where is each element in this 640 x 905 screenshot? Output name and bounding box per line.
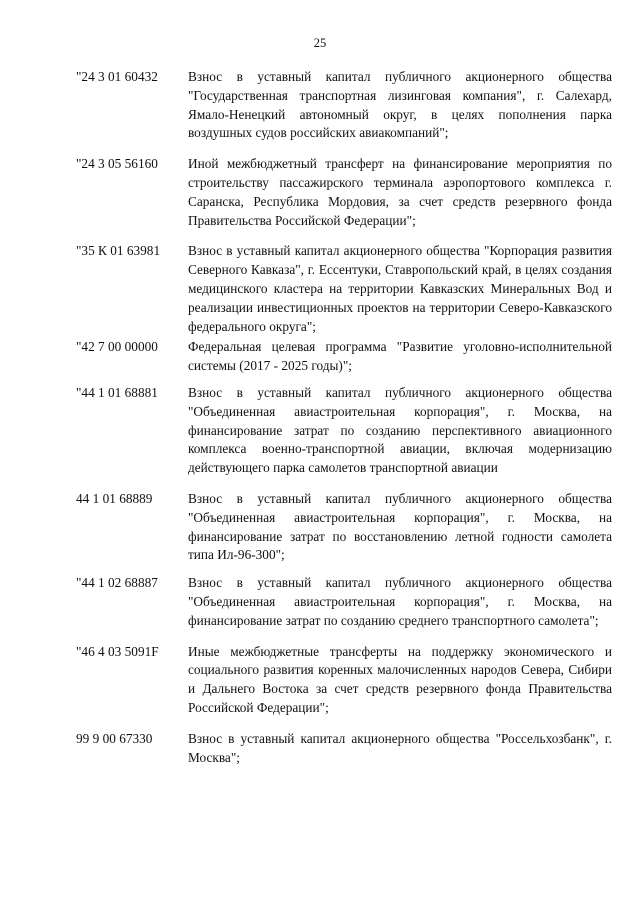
- entry: [76, 155, 612, 230]
- entry-text: Иные межбюджетные трансферты на поддержку экономического и социального развития коренных малочисленных народов Севера, Сибири и Дальнего Востока за счет средств резервного фонда Правительства Российской Федерации";: [188, 643, 612, 715]
- entry-code: 44 1 01 68889: [76, 490, 153, 506]
- entry-text: Взнос в уставный капитал публичного акционерного общества "Объединенная авиастроительная корпорация", г. Москва, на финансирование затрат по созданию среднего транспортного самолета";: [188, 575, 612, 628]
- entry-text: Взнос в уставный капитал публичного акционерного общества "Объединенная авиастроительная корпорация", г. Москва, на финансирование затрат по восстановлению летной годности самолета типа Ил-96-300";: [188, 490, 612, 563]
- entry: [76, 242, 612, 336]
- entry-code: "46 4 03 5091F: [76, 643, 159, 659]
- entry: [76, 490, 612, 565]
- entry-text: Взнос в уставный капитал публичного акционерного общества "Объединенная авиастроительная корпорация", г. Москва, на финансирование затрат по созданию перспективного авиационного комплекса военно-транспортной авиации, включая модернизацию действующего парка самолетов транспортной авиации: [188, 384, 612, 476]
- entry: [76, 574, 612, 630]
- entry-code: "24 3 05 56160: [76, 156, 158, 172]
- entry-code: "44 1 02 68887: [76, 575, 158, 591]
- entry-code: "44 1 01 68881: [76, 384, 158, 400]
- entry-text: Взнос в уставный капитал акционерного общества "Россельхозбанк", г. Москва";: [188, 730, 612, 765]
- page-number: 25: [313, 36, 327, 50]
- entry: [76, 730, 612, 768]
- entry-text: Иной межбюджетный трансферт на финансирование мероприятия по строительству пассажирского терминала аэропортового комплекса г. Саранска, Республика Мордовия, за счет средств резервного фонда Правительства Российской Федерации";: [188, 156, 612, 228]
- entry-text: Федеральная целевая программа "Развитие уголовно-исполнительной системы (2017 - 2025 годы)";: [188, 339, 612, 374]
- entry: [76, 68, 612, 143]
- entries-list: [76, 68, 612, 767]
- entry-text: Взнос в уставный капитал публичного акционерного общества "Государственная транспортная лизинговая компания", г. Салехард, Ямало-Ненецкий автономный округ, в целях пополнения парка воздушных судов российских авиакомпаний";: [188, 69, 612, 141]
- entry-code: 99 9 00 67330: [76, 730, 153, 746]
- entry-code: "24 3 01 60432: [76, 69, 158, 84]
- entry-text: Взнос в уставный капитал акционерного общества "Корпорация развития Северного Кавказа", г. Ессентуки, Ставропольский край, в целях создания медицинского кластера на территории Кавказских Минеральных Вод и реализации инвестиционных проектов на территории Северо-Кавказского федерального округа";: [188, 243, 612, 334]
- entry: [76, 384, 612, 478]
- entry: [76, 643, 612, 718]
- entry-code: "42 7 00 00000: [76, 339, 158, 355]
- entry-code: "35 К 01 63981: [76, 243, 161, 259]
- entry: [76, 338, 612, 376]
